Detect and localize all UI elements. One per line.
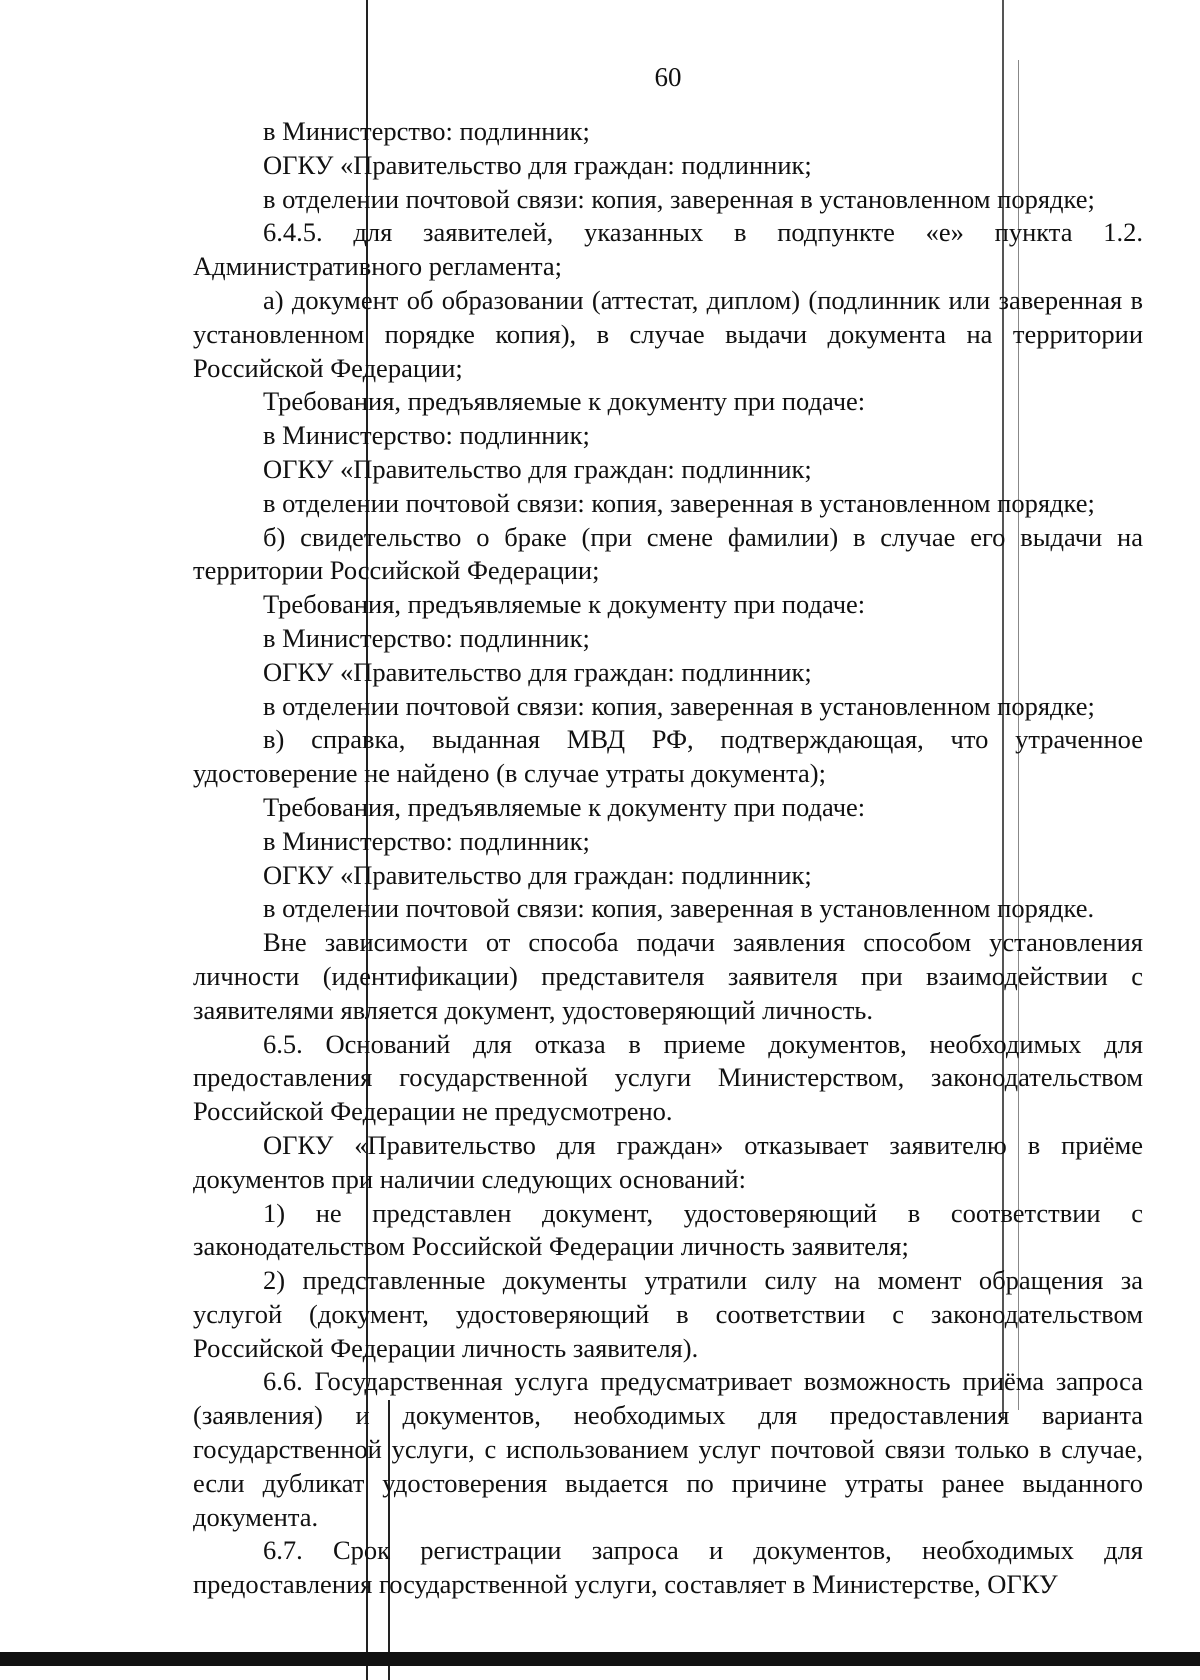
paragraph: Требования, предъявляемые к документу при подаче:: [263, 386, 866, 417]
paragraph: Требования, предъявляемые к документу при подаче:: [263, 589, 866, 620]
paragraph: в Министерство: подлинник;: [263, 825, 590, 856]
paragraph: ОГКУ «Правительство для граждан: подлинник;: [263, 859, 812, 890]
paragraph: в отделении почтовой связи: копия, заверенная в установленном порядке;: [263, 690, 1095, 721]
paragraph: в) справка, выданная МВД РФ, подтверждающая, что утраченное удостоверение не найдено (в случае утраты документа);: [193, 724, 1143, 789]
paragraph: Требования, предъявляемые к документу при подаче:: [263, 791, 866, 822]
paragraph: б) свидетельство о браке (при смене фамилии) в случае его выдачи на территории Российской Федерации;: [193, 521, 1143, 586]
paragraph: 1) не представлен документ, удостоверяющий в соответствии с законодательством Российской Федерации личность заявителя;: [193, 1197, 1143, 1262]
paragraph: 2) представленные документы утратили силу на момент обращения за услугой (документ, удостоверяющий в соответствии с законодательством Российской Федерации личность заявителя).: [193, 1265, 1143, 1363]
paragraph: ОГКУ «Правительство для граждан: подлинник;: [263, 656, 812, 687]
page-number: 60: [654, 62, 682, 92]
paragraph: а) документ об образовании (аттестат, диплом) (подлинник или заверенная в установленном порядке копия), в случае выдачи документа на территории Российской Федерации;: [193, 284, 1143, 383]
paragraph: 6.6. Государственная услуга предусматривает возможность приёма запроса (заявления) и документов, необходимых для предоставления варианта государственной услуги, с использованием услуг почтовой связи только в случае, если дубликат удостоверения выдается по причине утраты ранее выданного документа.: [193, 1366, 1143, 1532]
paragraph: в Министерство: подлинник;: [263, 622, 590, 653]
scan-artifact-bottom-bar: [0, 1652, 1200, 1666]
paragraph: 6.7. Срок регистрации запроса и документов, необходимых для предоставления государственной услуги, составляет в Министерстве, ОГКУ: [193, 1535, 1143, 1600]
paragraph: ОГКУ «Правительство для граждан: подлинник;: [263, 149, 812, 180]
paragraph: в отделении почтовой связи: копия, заверенная в установленном порядке;: [263, 183, 1095, 214]
paragraph: в отделении почтовой связи: копия, заверенная в установленном порядке.: [263, 893, 1095, 924]
paragraph: 6.4.5. для заявителей, указанных в подпункте «е» пункта 1.2. Административного регламента;: [193, 217, 1143, 282]
paragraph: в Министерство: подлинник;: [263, 116, 590, 146]
paragraph: 6.5. Оснований для отказа в приеме документов, необходимых для предоставления государственной услуги Министерством, законодательством Российской Федерации не предусмотрено.: [193, 1028, 1143, 1127]
paragraph: в Министерство: подлинник;: [263, 420, 590, 451]
paragraph: в отделении почтовой связи: копия, заверенная в установленном порядке;: [263, 487, 1095, 518]
body-text: [193, 115, 1143, 1602]
paragraph: Вне зависимости от способа подачи заявления способом установления личности (идентификации) представителя заявителя при взаимодействии с заявителями является документ, удостоверяющий личность.: [193, 927, 1143, 1025]
paragraph: ОГКУ «Правительство для граждан: подлинник;: [263, 453, 812, 484]
paragraph: ОГКУ «Правительство для граждан» отказывает заявителю в приёме документов при наличии следующих оснований:: [193, 1129, 1143, 1194]
